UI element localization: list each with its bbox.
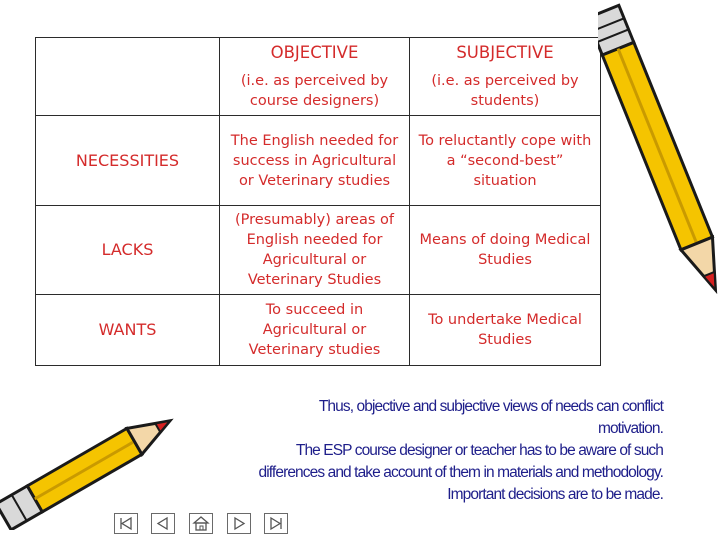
table-header-row xyxy=(36,38,601,116)
cell-necessities-objective: The English needed for success in Agricultural or Veterinary studies xyxy=(220,116,410,206)
table-row-necessities xyxy=(36,116,601,206)
subjective-header-subtitle: (i.e. as perceived by students) xyxy=(431,72,579,109)
needs-analysis-table xyxy=(35,37,601,366)
pencil-right-icon xyxy=(598,0,728,330)
caption-line: Important decisions are to be made. xyxy=(447,486,663,503)
row-label-wants: WANTS xyxy=(36,295,220,366)
cell-wants-subjective: To undertake Medical Studies xyxy=(410,295,601,366)
objective-header-title: OBJECTIVE xyxy=(270,42,359,62)
next-slide-icon xyxy=(228,514,250,533)
conclusion-caption xyxy=(98,396,663,506)
pencil-left-icon xyxy=(0,405,175,530)
objective-header-subtitle: (i.e. as perceived by course designers) xyxy=(240,72,389,109)
caption-line: The ESP course designer or teacher has to be aware of such xyxy=(295,442,663,459)
needs-analysis-table-container xyxy=(35,37,600,365)
first-slide-icon xyxy=(115,514,137,533)
caption-line: differences and take account of them in materials and methodology. xyxy=(258,464,663,481)
row-label-lacks: LACKS xyxy=(36,206,220,295)
cell-lacks-subjective: Means of doing Medical Studies xyxy=(410,206,601,295)
caption-line: Thus, objective and subjective views of needs can conflict xyxy=(318,398,663,415)
empty-corner-cell xyxy=(36,38,220,116)
objective-header-cell xyxy=(220,38,410,116)
home-icon xyxy=(190,514,212,533)
home-button[interactable] xyxy=(189,513,213,534)
cell-lacks-objective: (Presumably) areas of English needed for Agricultural or Veterinary Studies xyxy=(220,206,410,295)
subjective-header-title: SUBJECTIVE xyxy=(456,42,554,62)
previous-slide-button[interactable] xyxy=(151,513,175,534)
subjective-header-cell xyxy=(410,38,601,116)
cell-wants-objective: To succeed in Agricultural or Veterinary studies xyxy=(220,295,410,366)
caption-line: motivation. xyxy=(597,420,663,437)
previous-slide-icon xyxy=(152,514,174,533)
next-slide-button[interactable] xyxy=(227,513,251,534)
table-row-wants xyxy=(36,295,601,366)
row-label-necessities: NECESSITIES xyxy=(36,116,220,206)
table-row-lacks xyxy=(36,206,601,295)
last-slide-button[interactable] xyxy=(264,513,288,534)
cell-necessities-subjective: To reluctantly cope with a “second-best” situation xyxy=(410,116,601,206)
first-slide-button[interactable] xyxy=(114,513,138,534)
last-slide-icon xyxy=(265,514,287,533)
